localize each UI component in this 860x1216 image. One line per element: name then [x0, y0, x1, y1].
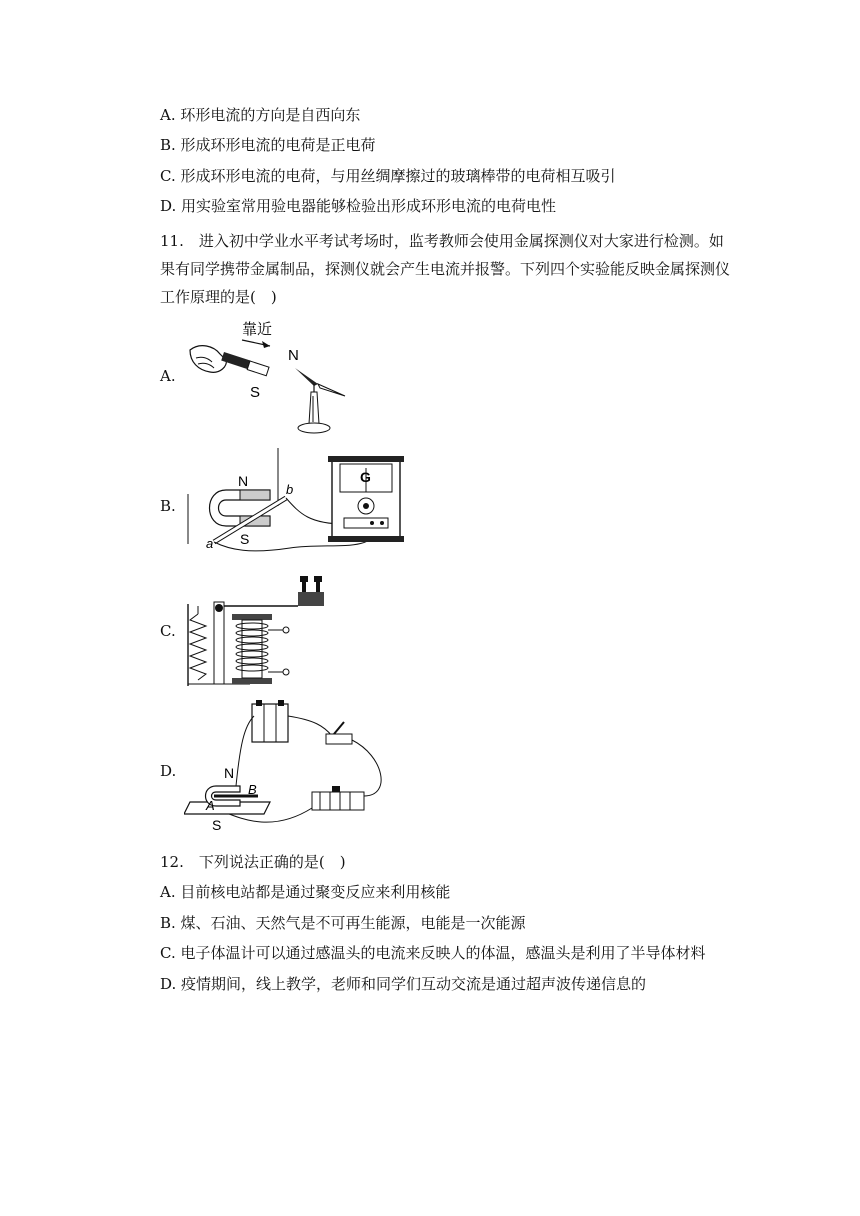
figure-d-electric-motor-circuit — [184, 696, 390, 836]
fig-b-pole-s: S — [240, 531, 250, 547]
q10-option-b: B. 形成环形电流的电荷是正电荷 — [160, 136, 376, 154]
q12-option-d: D. 疫情期间，线上教学，老师和同学们互动交流是通过超声波传递信息的 — [160, 975, 647, 993]
fig-a-pole-s: S — [250, 384, 261, 401]
fig-d-end-a: A — [206, 798, 215, 813]
fig-b-end-a: a — [206, 536, 214, 551]
fig-b-meter-letter: G — [360, 469, 371, 485]
fig-d-pole-s: S — [212, 817, 222, 833]
q10-option-c: C. 形成环形电流的电荷，与用丝绸摩擦过的玻璃棒带的电荷相互吸引 — [160, 167, 616, 185]
figure-b-magnet-galvanometer — [180, 444, 410, 558]
q11-stem: 11. 进入初中学业水平考试考场时，监考教师会使用金属探测仪对大家进行检测。如果有同学携带金属制品，探测仪就会产生电流并报警。下列四个实验能反映金属探测仪工作原理的是( ) — [160, 232, 731, 306]
fig-d-end-b: B — [248, 782, 257, 797]
fig-d-pole-n: N — [224, 765, 235, 781]
q10-option-d: D. 用实验室常用验电器能够检验出形成环形电流的电荷电性 — [160, 197, 557, 215]
q11-option-c-label: C. — [160, 622, 176, 640]
q12-option-c: C. 电子体温计可以通过感温头的电流来反映人的体温，感温头是利用了半导体材料 — [160, 944, 706, 962]
fig-a-pole-n: N — [288, 347, 299, 364]
fig-a-approach-label: 靠近 — [242, 321, 273, 338]
q11-option-a-label: A. — [160, 367, 176, 385]
q12-stem: 12. 下列说法正确的是( ) — [160, 853, 346, 871]
q10-option-a: A. 环形电流的方向是自西向东 — [160, 106, 361, 124]
q12-option-a: A. 目前核电站都是通过聚变反应来利用核能 — [160, 883, 451, 901]
fig-b-end-b: b — [286, 482, 294, 497]
figure-c-electromagnetic-relay — [180, 574, 330, 690]
q11-option-d-label: D. — [160, 762, 177, 780]
fig-b-pole-n: N — [238, 473, 249, 489]
figure-a-magnet-compass — [180, 312, 360, 438]
q11-option-b-label: B. — [160, 497, 176, 515]
q12-option-b: B. 煤、石油、天然气是不可再生能源，电能是一次能源 — [160, 914, 526, 932]
